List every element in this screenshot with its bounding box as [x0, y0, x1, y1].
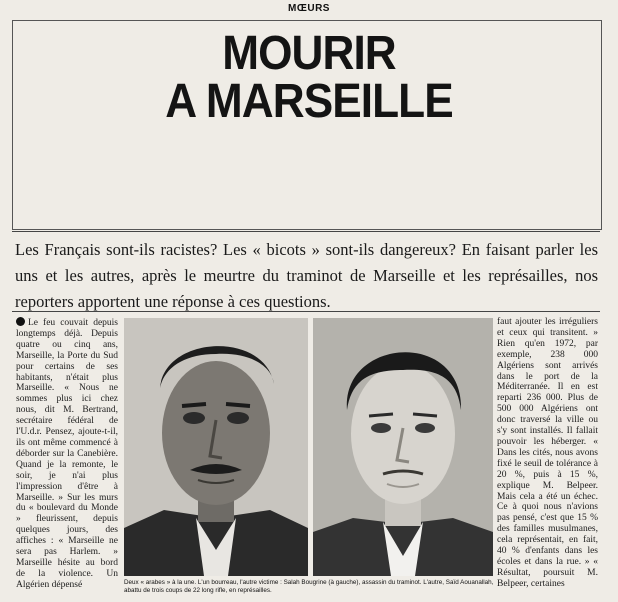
- headline-line-1: MOURIR: [222, 27, 396, 80]
- divider-bottom: [12, 311, 600, 312]
- bullet-icon: [16, 317, 25, 326]
- headline-line-2: A MARSEILLE: [165, 75, 453, 128]
- article-text-left: Le feu couvait depuis longtemps déjà. Depuis quatre ou cinq ans, Marseille, la Porte du Sud pour certains de ses habitants, n'était plus Marseille. « Nous ne sommes plus ici chez nous, dit M. Bertrand, secrétaire fédéral de l'U.d.r. Pensez, ajoute-t-il, ils ont même commencé à déborder sur la Canebière. Quand je la remonte, le soir, je n'ai plus l'impression d'être à Marseille. » Sur les murs du « boulevard du Monde » fleurissent, depuis quelques jours, des affiches : « Marseille ne sera pas Harlem. » Marseille hésite au bord de la violence. Un Algérien dépensé: [16, 318, 118, 590]
- portrait-left-image: [124, 318, 308, 576]
- article-column-right: faut ajouter les irréguliers et ceux qui transitent. » Rien qu'en 1972, par exemple, 238 000 Algériens sont arrivés dans le port de la Méditerranée. Il en est reparti 236 000. Plus de 500 000 Algériens ont donc traversé la ville ou s'y sont installés. Il fallait pouvoir les héberger. « Dans les cités, nous avons fixé le seuil de tolérance à 20 %, puis à 15 %, explique M. Belpeer. Mais cela a été un échec. Ce à quoi nous n'avions pas pensé, c'est que 15 % des familles musulmanes, cela représentait, en fait, 40 % d'enfants dans les écoles et dans la rue. » « Résultat, poursuit M. Belpeer, certaines: [497, 317, 598, 589]
- standfirst: Les Français sont-ils racistes? Les « bicots » sont-ils dangereux? En faisant parler les uns et les autres, après le meurtre du traminot de Marseille et les représailles, nos reporters apportent une réponse à ces questions.: [15, 240, 598, 311]
- section-rubric: MŒURS: [288, 3, 330, 14]
- photo-said-aouanallah: [313, 318, 493, 576]
- portrait-right-image: [313, 318, 493, 576]
- divider-top: [12, 231, 600, 232]
- headline: [25, 27, 594, 128]
- photo-caption: Deux « arabes » à la une. L'un bourreau, l'autre victime : Salah Bougrine (à gauche), assassin du traminot. L'autre, Saïd Aouanallah, abattu de trois coups de 22 long rifle, en représailles.: [124, 579, 494, 594]
- photo-salah-bougrine: [124, 318, 308, 576]
- article-column-left: [16, 317, 118, 591]
